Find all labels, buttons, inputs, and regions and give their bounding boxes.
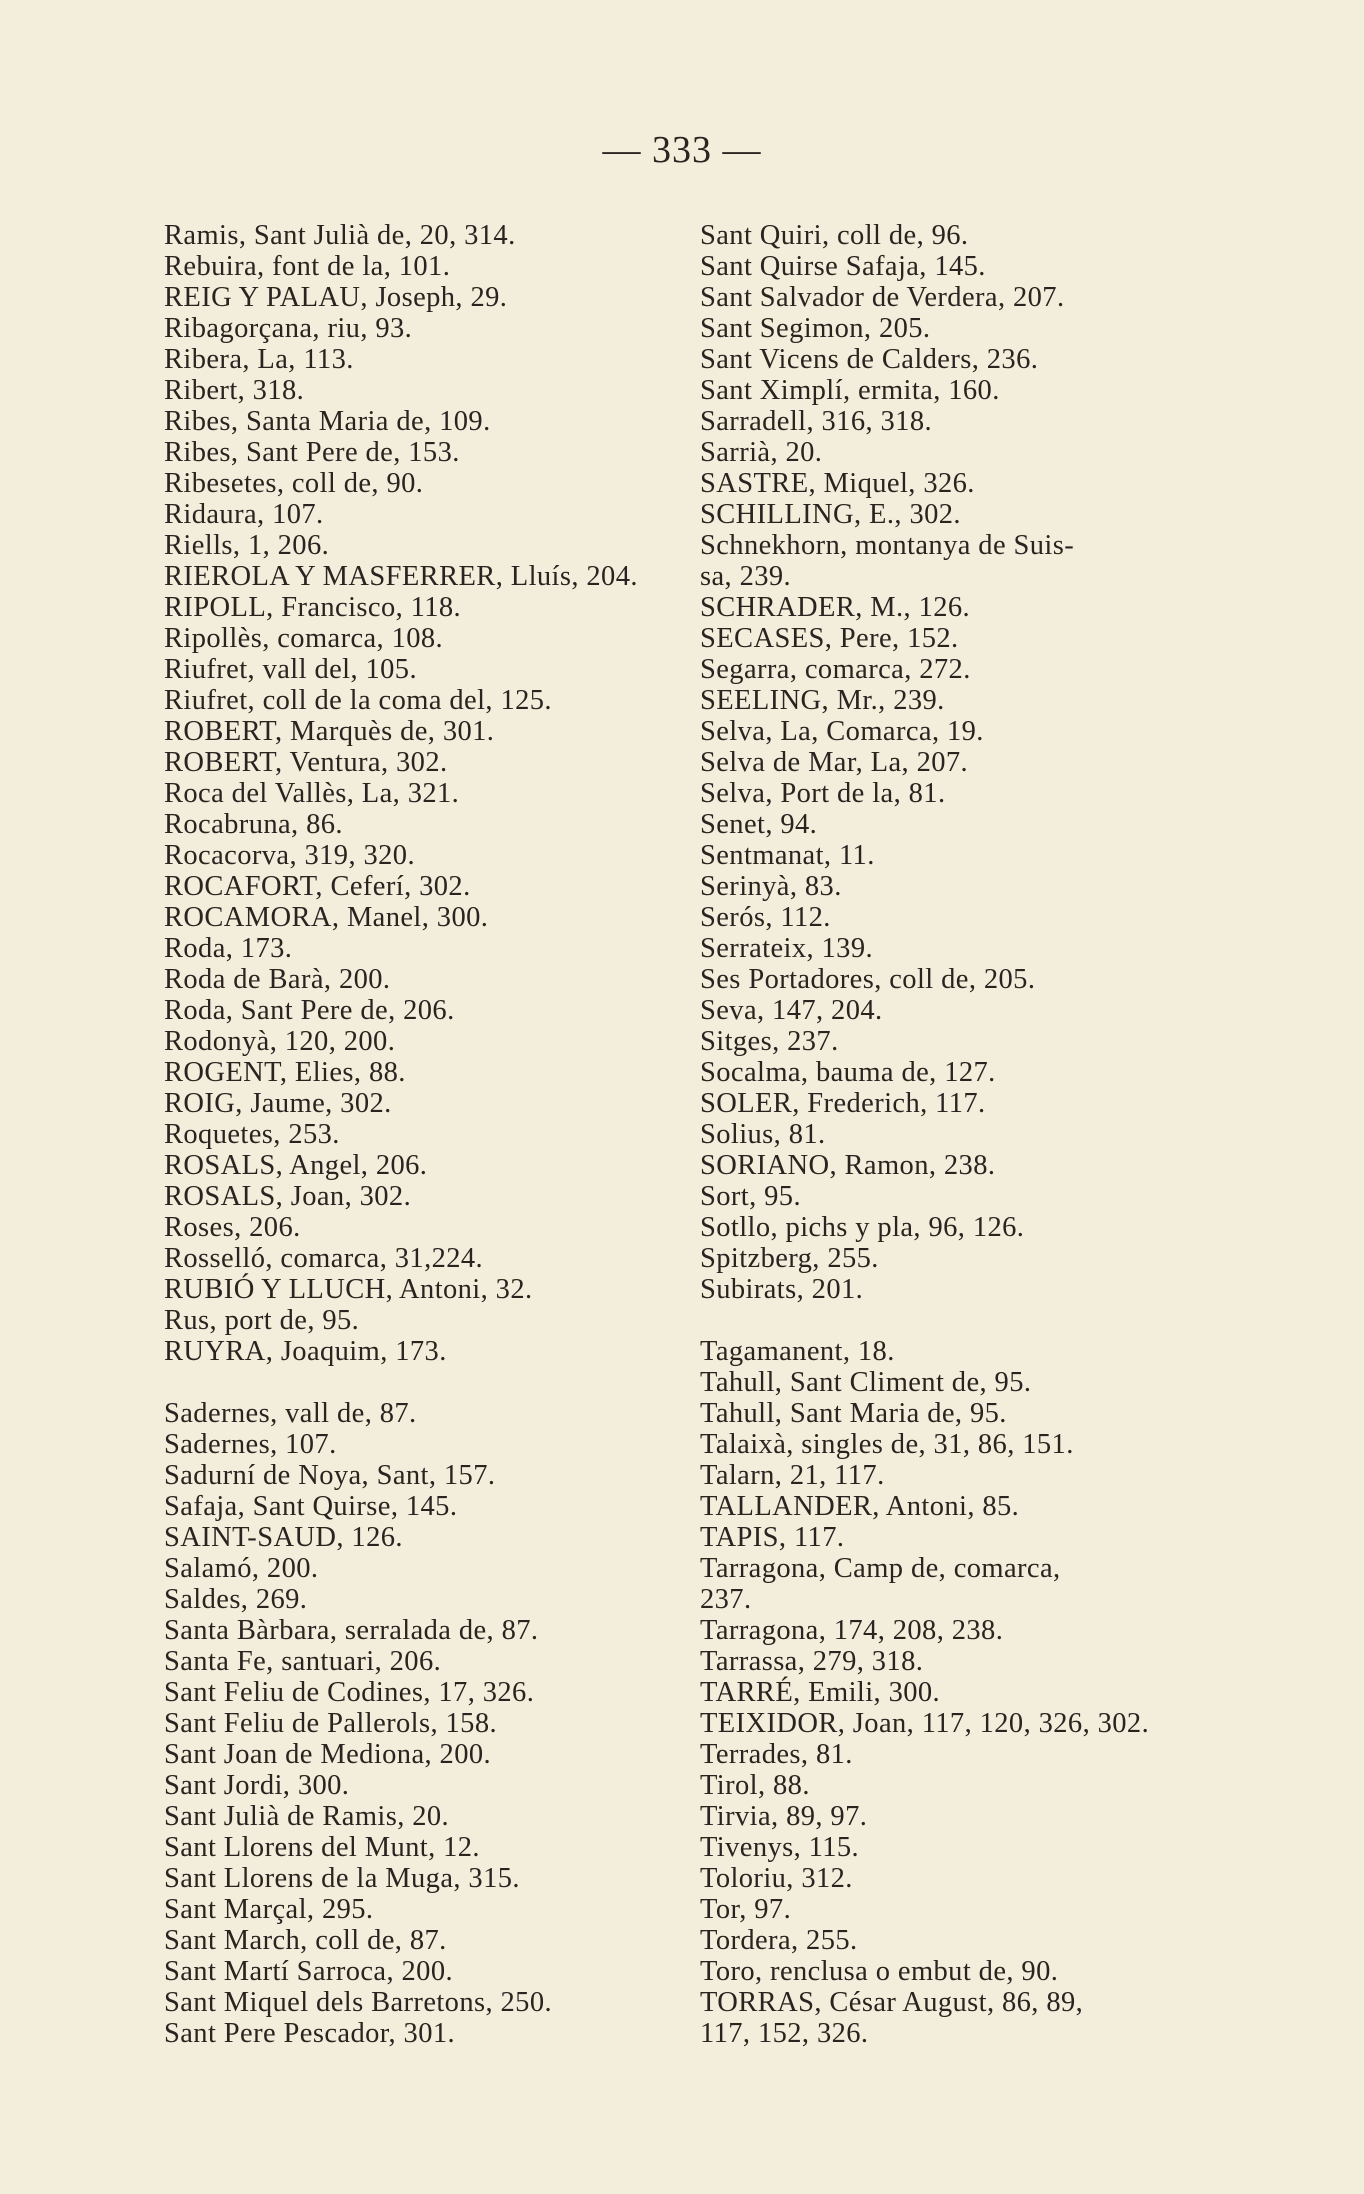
index-entry: Sant March, coll de, 87. [164, 1925, 447, 1956]
index-entry: Solius, 81. [700, 1119, 826, 1150]
index-entry: Sant Marçal, 295. [164, 1894, 374, 1925]
index-entry: RUBIÓ Y LLUCH, Antoni, 32. [164, 1274, 533, 1305]
index-entry: TEIXIDOR, Joan, 117, 120, 326, 302. [700, 1708, 1150, 1739]
index-entry: Riufret, vall del, 105. [164, 654, 417, 685]
index-entry: Subirats, 201. [700, 1274, 864, 1305]
index-entry: ROBERT, Ventura, 302. [164, 747, 448, 778]
index-entry: Sant Vicens de Calders, 236. [700, 344, 1039, 375]
index-entry: Selva, La, Comarca, 19. [700, 716, 984, 747]
index-entry: TARRÉ, Emili, 300. [700, 1677, 941, 1708]
index-entry: Saldes, 269. [164, 1584, 308, 1615]
index-entry: Sarrià, 20. [700, 437, 823, 468]
index-entry: Sadernes, vall de, 87. [164, 1398, 417, 1429]
index-entry: SOLER, Frederich, 117. [700, 1088, 986, 1119]
index-entry: Selva de Mar, La, 207. [700, 747, 969, 778]
index-entry: Sant Miquel dels Barretons, 250. [164, 1987, 553, 2018]
index-entry: Sant Quiri, coll de, 96. [700, 220, 969, 251]
index-entry: Ramis, Sant Julià de, 20, 314. [164, 220, 516, 251]
index-entry: ROIG, Jaume, 302. [164, 1088, 392, 1119]
index-entry: Ribes, Sant Pere de, 153. [164, 437, 460, 468]
index-entry: ROGENT, Elies, 88. [164, 1057, 406, 1088]
index-entry: RUYRA, Joaquim, 173. [164, 1336, 447, 1367]
index-entry: RIEROLA Y MASFERRER, Lluís, 204. [164, 561, 638, 592]
index-entry: Tivenys, 115. [700, 1832, 860, 1863]
index-entry: Rocacorva, 319, 320. [164, 840, 415, 871]
section-gap [700, 1305, 1240, 1336]
index-entry: Sant Feliu de Codines, 17, 326. [164, 1677, 535, 1708]
index-entry: Santa Bàrbara, serralada de, 87. [164, 1615, 539, 1646]
index-entry: 117, 152, 326. [700, 2018, 869, 2049]
index-entry: Segarra, comarca, 272. [700, 654, 971, 685]
index-entry: Ripollès, comarca, 108. [164, 623, 444, 654]
index-entry: Sadernes, 107. [164, 1429, 337, 1460]
index-entry: Sitges, 237. [700, 1026, 839, 1057]
index-entry: Tarragona, Camp de, comarca, [700, 1553, 1061, 1584]
index-entry: Ribes, Santa Maria de, 109. [164, 406, 491, 437]
index-entry: Talaixà, singles de, 31, 86, 151. [700, 1429, 1074, 1460]
index-entry: ROBERT, Marquès de, 301. [164, 716, 495, 747]
index-entry: Rebuira, font de la, 101. [164, 251, 451, 282]
index-entry: Tordera, 255. [700, 1925, 858, 1956]
index-entry: Ribagorçana, riu, 93. [164, 313, 413, 344]
section-gap [164, 1367, 684, 1398]
index-entry: Roda, 173. [164, 933, 293, 964]
index-entry: SEELING, Mr., 239. [700, 685, 945, 716]
index-entry: RIPOLL, Francisco, 118. [164, 592, 462, 623]
index-entry: Sarradell, 316, 318. [700, 406, 932, 437]
index-entry: ROSALS, Angel, 206. [164, 1150, 428, 1181]
index-entry: Talarn, 21, 117. [700, 1460, 885, 1491]
index-entry: ROSALS, Joan, 302. [164, 1181, 412, 1212]
index-entry: Sant Quirse Safaja, 145. [700, 251, 986, 282]
index-entry: Ses Portadores, coll de, 205. [700, 964, 1036, 995]
index-entry: SORIANO, Ramon, 238. [700, 1150, 996, 1181]
index-entry: Tagamanent, 18. [700, 1336, 895, 1367]
index-entry: Salamó, 200. [164, 1553, 319, 1584]
index-entry: Roses, 206. [164, 1212, 301, 1243]
index-entry: Serrateix, 139. [700, 933, 873, 964]
index-entry: Sotllo, pichs y pla, 96, 126. [700, 1212, 1025, 1243]
index-entry: Sant Feliu de Pallerols, 158. [164, 1708, 497, 1739]
index-entry: Socalma, bauma de, 127. [700, 1057, 996, 1088]
index-entry: Riufret, coll de la coma del, 125. [164, 685, 552, 716]
index-entry: Sant Llorens del Munt, 12. [164, 1832, 480, 1863]
index-entry: REIG Y PALAU, Joseph, 29. [164, 282, 508, 313]
index-entry: Serós, 112. [700, 902, 831, 933]
index-entry: Tahull, Sant Climent de, 95. [700, 1367, 1032, 1398]
index-entry: Sant Pere Pescador, 301. [164, 2018, 456, 2049]
index-entry: sa, 239. [700, 561, 792, 592]
index-entry: Ribesetes, coll de, 90. [164, 468, 424, 499]
index-entry: Ribert, 318. [164, 375, 305, 406]
index-entry: Sentmanat, 11. [700, 840, 875, 871]
index-entry: Roda de Barà, 200. [164, 964, 391, 995]
index-column-left [164, 220, 684, 2049]
index-entry: Sant Julià de Ramis, 20. [164, 1801, 450, 1832]
index-entry: Selva, Port de la, 81. [700, 778, 946, 809]
index-entry: Terrades, 81. [700, 1739, 853, 1770]
index-entry: Sant Jordi, 300. [164, 1770, 350, 1801]
index-entry: Tor, 97. [700, 1894, 792, 1925]
index-entry: TAPIS, 117. [700, 1522, 845, 1553]
index-entry: Ridaura, 107. [164, 499, 324, 530]
index-entry: SECASES, Pere, 152. [700, 623, 959, 654]
index-entry: ROCAFORT, Ceferí, 302. [164, 871, 471, 902]
index-entry: Sant Segimon, 205. [700, 313, 931, 344]
index-entry: Rocabruna, 86. [164, 809, 343, 840]
index-entry: ROCAMORA, Manel, 300. [164, 902, 489, 933]
index-entry: Rus, port de, 95. [164, 1305, 360, 1336]
index-entry: SASTRE, Miquel, 326. [700, 468, 975, 499]
index-entry: Roquetes, 253. [164, 1119, 340, 1150]
index-column-right [700, 220, 1240, 2049]
index-entry: Toloriu, 312. [700, 1863, 853, 1894]
index-entry: Rodonyà, 120, 200. [164, 1026, 396, 1057]
page-number: — 333 — [602, 129, 762, 171]
index-entry: Tarragona, 174, 208, 238. [700, 1615, 1004, 1646]
index-entry: Tarrassa, 279, 318. [700, 1646, 924, 1677]
index-entry: Tahull, Sant Maria de, 95. [700, 1398, 1007, 1429]
index-entry: Sort, 95. [700, 1181, 801, 1212]
index-entry: SCHILLING, E., 302. [700, 499, 961, 530]
index-entry: Rosselló, comarca, 31,224. [164, 1243, 484, 1274]
index-entry: Sadurní de Noya, Sant, 157. [164, 1460, 496, 1491]
index-entry: Serinyà, 83. [700, 871, 842, 902]
index-entry: Sant Salvador de Verdera, 207. [700, 282, 1065, 313]
index-entry: 237. [700, 1584, 752, 1615]
index-entry: TORRAS, César August, 86, 89, [700, 1987, 1084, 2018]
index-entry: Schnekhorn, montanya de Suis- [700, 530, 1075, 561]
index-entry: TALLANDER, Antoni, 85. [700, 1491, 1020, 1522]
index-entry: Sant Ximplí, ermita, 160. [700, 375, 1000, 406]
index-entry: Sant Joan de Mediona, 200. [164, 1739, 492, 1770]
index-entry: Ribera, La, 113. [164, 344, 354, 375]
index-entry: Riells, 1, 206. [164, 530, 330, 561]
index-entry: Senet, 94. [700, 809, 818, 840]
index-entry: Seva, 147, 204. [700, 995, 883, 1026]
index-entry: Sant Martí Sarroca, 200. [164, 1956, 453, 1987]
index-entry: Toro, renclusa o embut de, 90. [700, 1956, 1059, 1987]
index-entry: Roca del Vallès, La, 321. [164, 778, 460, 809]
index-entry: Safaja, Sant Quirse, 145. [164, 1491, 458, 1522]
index-entry: Spitzberg, 255. [700, 1243, 879, 1274]
index-entry: SCHRADER, M., 126. [700, 592, 971, 623]
index-entry: Tirvia, 89, 97. [700, 1801, 868, 1832]
index-entry: SAINT-SAUD, 126. [164, 1522, 403, 1553]
index-entry: Sant Llorens de la Muga, 315. [164, 1863, 520, 1894]
index-entry: Santa Fe, santuari, 206. [164, 1646, 442, 1677]
index-entry: Tirol, 88. [700, 1770, 810, 1801]
index-entry: Roda, Sant Pere de, 206. [164, 995, 455, 1026]
